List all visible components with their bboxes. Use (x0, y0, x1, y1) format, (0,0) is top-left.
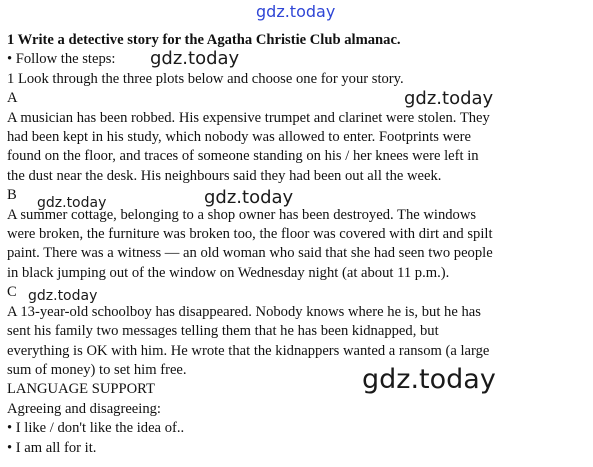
watermark-plot-b: gdz.today (204, 187, 294, 208)
language-support (7, 380, 587, 458)
plot-line: were broken, the furniture was broken too, the floor was covered with dirt and spilt (7, 226, 493, 243)
language-support-item: • I like / don't like the idea of.. (7, 420, 185, 437)
plot-line: sent his family two messages telling them that he has been kidnapped, but (7, 323, 439, 340)
document-page (7, 31, 587, 458)
language-support-item: • I am all for it. (7, 439, 97, 456)
plot-line: had been kept in his study, which nobody was allowed to enter. Footprints were (7, 129, 471, 146)
watermark-plot-a: gdz.today (404, 88, 494, 109)
plot-a (7, 89, 587, 186)
plot-line: found on the floor, and traces of someone standing on his / her knees were left in (7, 148, 479, 165)
plot-line: A musician has been robbed. His expensive trumpet and clarinet were stolen. They (7, 109, 490, 126)
task-heading: 1 Write a detective story for the Agatha Christie Club almanac. (7, 32, 401, 48)
plot-line: in black jumping out of the window on Wednesday night (at about 11 p.m.). (7, 264, 450, 281)
plot-line: A 13-year-old schoolboy has disappeared. Nobody knows where he is, but he has (7, 303, 481, 320)
plot-line: A summer cottage, belonging to a shop owner has been destroyed. The windows (7, 206, 477, 223)
instruction: 1 Look through the three plots below and choose one for your story. (7, 70, 404, 87)
plot-letter: C (7, 284, 17, 301)
plot-line: everything is OK with him. He wrote that the kidnappers wanted a ransom (a large (7, 342, 490, 359)
plot-c (7, 283, 587, 380)
plot-line: the dust near the desk. His neighbours said they had been out all the week. (7, 167, 442, 184)
watermark-plot-b-small: gdz.today (37, 195, 107, 211)
plot-line: paint. There was a witness — an old woman who said that she had seen two people (7, 245, 493, 262)
watermark-plot-c: gdz.today (28, 288, 98, 304)
language-support-subtitle: Agreeing and disagreeing: (7, 400, 161, 417)
watermark-top: gdz.today (256, 2, 336, 21)
plot-letter: B (7, 187, 17, 204)
watermark-steps: gdz.today (150, 48, 240, 69)
language-support-title: LANGUAGE SUPPORT (7, 381, 155, 398)
plot-letter: A (7, 90, 18, 107)
follow-steps: • Follow the steps: (7, 51, 116, 68)
plot-line: sum of money) to set him free. (7, 361, 187, 378)
plot-b (7, 186, 587, 283)
watermark-large: gdz.today (362, 364, 496, 395)
